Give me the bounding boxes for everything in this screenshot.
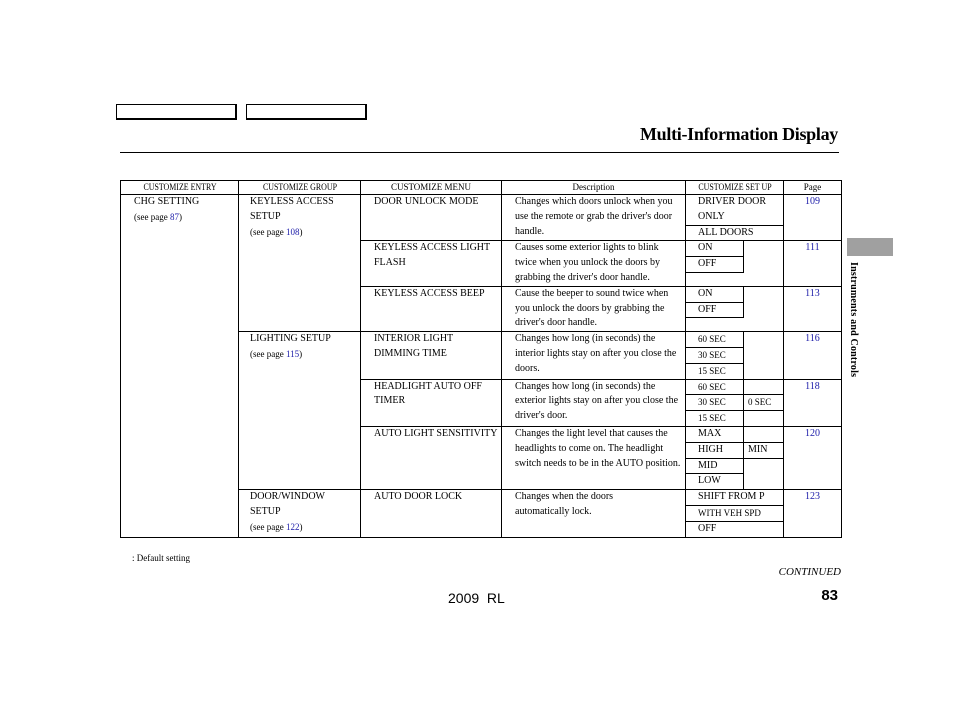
group-see-page: (see page 108) [250,226,303,237]
option-15-sec: 15 SEC [686,411,744,426]
setup-cell [686,286,784,331]
entry-name: CHG SETTING [134,196,200,207]
nav-tab-1[interactable] [116,104,237,120]
header-customize-group: CUSTOMIZE GROUP [246,181,353,195]
group-name: DOOR/WINDOW SETUP [250,491,325,517]
page-cell [784,379,842,426]
option-mid: MID [686,458,744,474]
page-link[interactable]: 113 [805,287,820,299]
group-page-link[interactable]: 115 [285,348,300,359]
page-link[interactable]: 109 [805,196,820,207]
page-cell [784,286,842,331]
page-link[interactable]: 116 [805,333,820,345]
group-cell-keyless [239,195,361,332]
option-on: ON [686,241,744,256]
option-all-doors: ALL DOORS [698,226,754,238]
section-tab [847,238,893,256]
header-customize-menu: CUSTOMIZE MENU [361,181,502,195]
setup-cell [686,426,784,489]
page-title: Multi-Information Display [639,124,838,144]
option-on: ON [686,287,744,302]
continued-label: CONTINUED [778,566,841,578]
option-60-sec: 60 SEC [686,380,744,395]
option-30-sec: 30 SEC [686,395,744,411]
option-60-sec: 60 SEC [686,332,744,347]
header-customize-setup: CUSTOMIZE SET UP [691,181,777,195]
setup-cell [686,490,784,537]
entry-see-page: (see page 87) [134,211,182,222]
customize-table [120,180,842,538]
option-off: OFF [686,302,744,318]
description-cell: Changes which doors unlock when you use the remote or grab the driver's door handle. [502,195,686,241]
page-number: 83 [821,587,838,604]
option-off: OFF [698,522,717,534]
group-name: KEYLESS ACCESS SETUP [250,196,334,222]
description-cell: Changes how long (in seconds) the interior lights stay on after you close the doors. [502,332,686,379]
option-with-veh-spd: WITH VEH SPD [686,505,783,521]
description-cell: Cause the beeper to sound twice when you unlock the doors by grabbing the driver's door handle. [502,286,686,331]
group-cell-door-window [239,490,361,537]
page-cell [784,195,842,241]
header-page: Page [784,181,842,195]
group-cell-lighting [239,332,361,490]
page-cell [784,332,842,379]
option-15-sec: 15 SEC [686,363,744,378]
entry-cell [121,195,239,538]
description-cell: Changes when the doors automatically lock. [502,490,686,537]
menu-cell: DOOR UNLOCK MODE [361,195,502,241]
menu-cell: HEADLIGHT AUTO OFF TIMER [361,379,502,426]
default-setting-note: : Default setting [132,553,190,563]
menu-cell: KEYLESS ACCESS BEEP [361,286,502,331]
page-link[interactable]: 118 [805,380,820,392]
description-cell: Changes how long (in seconds) the exterior lights stay on after you close the driver's door. [502,379,686,426]
option-driver-door-only: DRIVER DOOR ONLY [686,195,783,225]
option-shift-from-p: SHIFT FROM P [686,490,783,505]
nav-tab-2[interactable] [246,104,367,120]
header-customize-entry: CUSTOMIZE ENTRY [128,181,232,195]
menu-cell: KEYLESS ACCESS LIGHT FLASH [361,241,502,286]
menu-cell: AUTO LIGHT SENSITIVITY [361,426,502,489]
menu-cell: INTERIOR LIGHT DIMMING TIME [361,332,502,379]
setup-cell [686,241,784,286]
page-cell [784,490,842,537]
option-low: LOW [686,474,744,489]
table-header-row [121,181,842,195]
group-page-link[interactable]: 108 [285,226,300,237]
option-max: MAX [686,427,744,442]
header-description: Description [502,181,686,195]
description-cell: Causes some exterior lights to blink twice when you unlock the doors by grabbing the driver's door handle. [502,241,686,286]
option-min: MIN [744,442,784,458]
option-high: HIGH [686,442,744,458]
setup-cell [686,379,784,426]
group-see-page: (see page 115) [250,348,303,359]
page-link[interactable]: 111 [805,242,820,254]
entry-page-link[interactable]: 87 [169,211,179,222]
group-see-page: (see page 122) [250,521,303,532]
title-rule [120,152,839,153]
table-row [121,195,842,241]
page-link[interactable]: 120 [805,427,820,439]
setup-cell [686,195,784,241]
page-cell [784,426,842,489]
model-label: 2009 RL [448,590,505,606]
page-link[interactable]: 123 [805,491,820,503]
page-cell [784,241,842,286]
setup-cell [686,332,784,379]
option-0-sec: 0 SEC [744,395,784,411]
description-cell: Changes the light level that causes the headlights to come on. The headlight switch needs to be in the AUTO position. [502,426,686,489]
group-name: LIGHTING SETUP [250,333,331,345]
menu-cell: AUTO DOOR LOCK [361,490,502,537]
section-label: Instruments and Controls [848,262,859,378]
group-page-link[interactable]: 122 [285,521,300,532]
option-30-sec: 30 SEC [686,347,744,363]
option-off: OFF [686,257,744,273]
